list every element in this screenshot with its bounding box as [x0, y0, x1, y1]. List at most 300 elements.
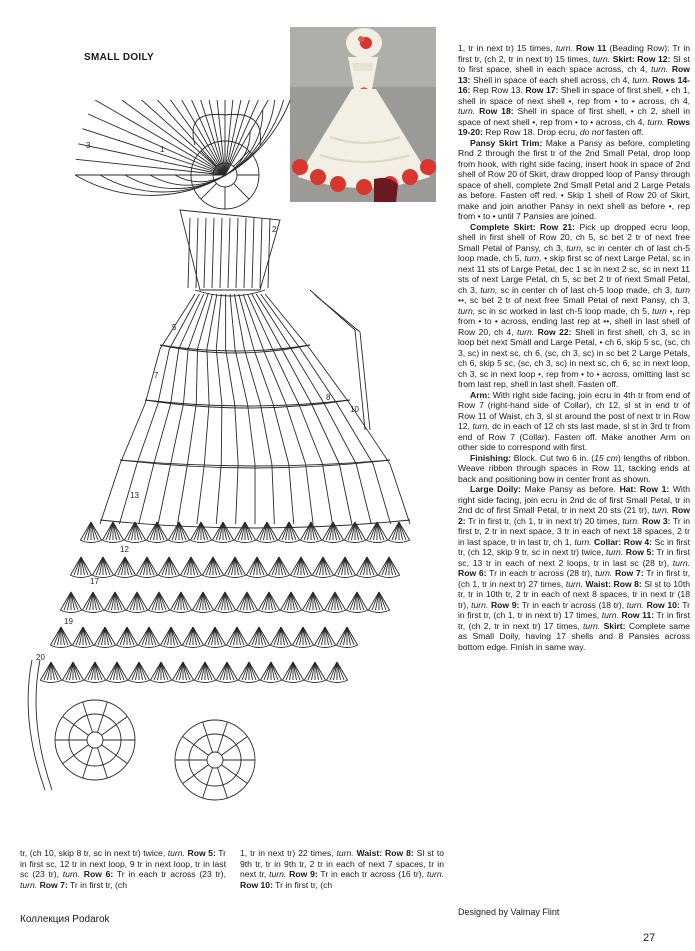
diagram-stroke: [399, 522, 406, 540]
diagram-stroke: [312, 575, 334, 578]
diagram-stroke: [160, 294, 195, 349]
diagram-stroke: [84, 522, 91, 540]
diagram-stroke: [235, 349, 248, 404]
diagram-stroke: [140, 557, 147, 575]
diagram-stroke: [345, 557, 352, 575]
diagram-stroke: [183, 662, 190, 680]
diagram-stroke: [303, 627, 310, 645]
diagram-stroke: [356, 464, 371, 524]
diagram-stroke: [334, 575, 356, 578]
text-run: do not: [579, 127, 604, 137]
diagram-stroke: [202, 575, 224, 578]
diagram-stroke: [346, 610, 368, 613]
diagram-stroke: [169, 557, 176, 575]
diagram-stroke: [326, 522, 333, 540]
diagram-stroke: [344, 540, 366, 543]
text-run: Shell in space of first shell, • ch 2, shell in space of next shell •, rep from • to • across, ch 4,: [458, 106, 690, 127]
diagram-stroke: [207, 294, 217, 349]
diagram-stroke: [128, 522, 135, 540]
text-run: Tr in first tr, 2 tr in next space, 3 tr in each of next 18 spaces, 2 tr in last space, tr in last tr, ch 1,: [458, 515, 690, 547]
text-run: turn.: [269, 869, 287, 879]
diagram-stroke: [51, 662, 58, 680]
diagram-stroke: [83, 702, 93, 732]
text-run: Tr in first tr, (ch 1, tr in next tr) 27 times,: [458, 568, 690, 589]
diagram-stroke: [94, 645, 116, 648]
diagram-stroke: [196, 349, 197, 404]
diagram-stroke: [256, 294, 291, 349]
text-run: Tr in first tr, (ch 1, tr in next tr) 17 times,: [458, 599, 691, 620]
diagram-stroke: [274, 627, 281, 645]
diagram-stroke: [221, 404, 222, 464]
diagram-stroke: [88, 114, 225, 175]
text-run: Waist: Row 8:: [583, 578, 642, 589]
text-run: turn,: [566, 242, 584, 253]
diagram-stroke: [340, 627, 347, 645]
diagram-stroke: [28, 660, 45, 790]
diagram-stroke: [370, 522, 377, 540]
diagram-stroke: [213, 557, 220, 575]
row-label: 19: [64, 617, 73, 626]
diagram-stroke: [170, 610, 192, 613]
diagram-stroke: [188, 218, 190, 288]
diagram-stroke: [379, 592, 386, 610]
diagram-stroke: [87, 732, 103, 748]
diagram-stroke: [271, 662, 278, 680]
text-run: •, rep from • to • across, ending last rep at ••, shell in last shell of Row 20, ch 4,: [458, 305, 691, 337]
text-run: sc in center ch of last ch-5 loop made, ch 5,: [458, 242, 690, 263]
text-run: With right side facing, join ecru in 2nd dc of first Small Petal, tr in 2nd dc of first Small Petal, tr in next 20 sts (21 tr),: [458, 484, 691, 515]
diagram-stroke: [174, 592, 181, 610]
diagram-stroke: [127, 627, 134, 645]
diagram-stroke: [217, 722, 227, 752]
diagram-stroke: [128, 680, 150, 683]
diagram-stroke: [139, 464, 154, 524]
diagram-stroke: [323, 464, 333, 524]
diagram-stroke: [291, 592, 298, 610]
diagram-stroke: [105, 627, 112, 645]
diagram-stroke: [323, 557, 330, 575]
diagram-stroke: [322, 540, 344, 543]
diagram-stroke: [216, 680, 238, 683]
text-run: turn.: [583, 620, 601, 631]
diagram-stroke: [86, 592, 93, 610]
diagram-stroke: [248, 404, 256, 464]
diagram-stroke: [293, 662, 300, 680]
text-run: ••, sc bet 2 tr of next free Small Petal of next Pansy, ch 3,: [458, 295, 690, 305]
text-run: 1, tr in next tr) 22 times,: [240, 848, 337, 858]
diagram-stroke: [237, 627, 244, 645]
text-run: Large Doily:: [470, 484, 521, 494]
row-label: 12: [120, 545, 129, 554]
diagram-stroke: [216, 349, 222, 404]
diagram-stroke: [330, 662, 337, 680]
diagram-stroke: [168, 540, 190, 543]
diagram-stroke: [181, 592, 188, 610]
row-label: 20: [36, 653, 45, 662]
row-label: 3: [86, 141, 91, 150]
diagram-stroke: [227, 662, 234, 680]
diagram-stroke: [126, 610, 148, 613]
diagram-stroke: [220, 218, 222, 288]
diagram-stroke: [207, 349, 209, 404]
text-run: Row 5:: [623, 547, 655, 557]
text-run: Shell in space of first shell, • ch 1, shell in space of next shell •, rep from • to • across, ch 4,: [458, 85, 690, 106]
diagram-stroke: [308, 662, 315, 680]
text-run: dc in each of 12 ch sts last made, sl st in 3rd tr from end of Row 7 (Collar). Fasten off. Make another Arm on other side to correspond with first.: [458, 421, 690, 452]
text-run: Tr in first sc, 12 tr in next loop, 9 tr in next loop, tr in last sc (23 tr),: [20, 848, 226, 879]
diagram-stroke: [300, 540, 322, 543]
diagram-stroke: [162, 557, 169, 575]
diagram-stroke: [135, 522, 142, 540]
text-run: Tr in each tr across (23 tr),: [113, 869, 226, 879]
text-run: turn,: [472, 421, 490, 431]
diagram-stroke: [233, 183, 249, 199]
diagram-stroke: [54, 627, 61, 645]
text-run: Row 7:: [37, 879, 68, 890]
text-run: Tr in each tr across (18 tr),: [519, 599, 627, 610]
text-run: turn.: [647, 116, 665, 127]
diagram-stroke: [70, 575, 92, 578]
text-run: turn.: [592, 53, 611, 64]
text-run: Row 11: [572, 43, 607, 53]
diagram-stroke: [218, 592, 225, 610]
diagram-stroke: [108, 592, 115, 610]
diagram-stroke: [124, 540, 146, 543]
diagram-stroke: [315, 295, 370, 430]
diagram-stroke: [214, 610, 236, 613]
diagram-stroke: [220, 662, 227, 680]
diagram-stroke: [282, 680, 304, 683]
diagram-stroke: [63, 745, 89, 764]
diagram-stroke: [221, 765, 247, 784]
text-run: turn.: [20, 879, 38, 890]
diagram-stroke: [258, 610, 280, 613]
diagram-stroke: [260, 218, 262, 288]
diagram-stroke: [249, 662, 256, 680]
diagram-stroke: [316, 557, 323, 575]
diagram-stroke: [179, 522, 186, 540]
diagram-stroke: [204, 218, 206, 288]
text-run: Tr in first tr, (ch: [272, 879, 333, 890]
row-label: 7: [154, 371, 159, 380]
diagram-stroke: [146, 540, 168, 543]
diagram-stroke: [194, 680, 216, 683]
diagram-stroke: [286, 662, 293, 680]
diagram-stroke: [204, 404, 209, 464]
diagram-stroke: [113, 522, 120, 540]
text-run: Tr in first tr, (ch 2, tr in next tr) 17 times,: [458, 610, 690, 631]
text-run: Pansy Skirt Trim:: [470, 137, 543, 148]
diagram-stroke: [223, 522, 230, 540]
collection-label: Коллекция Podarok: [20, 914, 110, 925]
diagram-stroke: [356, 575, 378, 578]
diagram-stroke: [230, 627, 237, 645]
diagram-stroke: [272, 464, 275, 524]
diagram-stroke: [190, 540, 212, 543]
diagram-stroke: [83, 748, 93, 778]
diagram-stroke: [234, 540, 256, 543]
diagram-stroke: [245, 522, 252, 540]
diagram-stroke: [64, 592, 71, 610]
diagram-stroke: [313, 592, 320, 610]
diagram-stroke: [377, 522, 384, 540]
diagram-stroke: [238, 522, 245, 540]
diagram-stroke: [192, 610, 214, 613]
diagram-stroke: [116, 645, 138, 648]
diagram-stroke: [284, 592, 291, 610]
diagram-stroke: [273, 349, 299, 404]
text-run: Row 6:: [79, 869, 114, 879]
diagram-stroke: [254, 349, 273, 404]
diagram-stroke: [172, 680, 194, 683]
diagram-stroke: [347, 627, 354, 645]
diagram-stroke: [161, 662, 168, 680]
diagram-stroke: [335, 592, 342, 610]
diagram-stroke: [302, 610, 324, 613]
diagram-stroke: [158, 349, 170, 404]
text-run: Sc in first tr, (ch 12, skip 9 tr, sc in next tr) twice,: [458, 536, 690, 557]
diagram-stroke: [326, 680, 348, 683]
diagram-stroke: [184, 557, 191, 575]
diagram-stroke: [238, 680, 260, 683]
diagram-stroke: [294, 557, 301, 575]
diagram-stroke: [339, 464, 352, 524]
diagram-stroke: [194, 522, 201, 540]
diagram-stroke: [100, 464, 120, 524]
diagram-stroke: [388, 540, 410, 543]
diagram-stroke: [137, 404, 158, 464]
text-run: Rows 19-20:: [458, 116, 691, 137]
diagram-stroke: [279, 557, 286, 575]
text-run: turn.: [426, 869, 445, 879]
diagram-stroke: [196, 592, 203, 610]
text-run: Tr in first tr, (ch: [67, 879, 127, 890]
diagram-stroke: [138, 645, 160, 648]
diagram-stroke: [183, 349, 188, 404]
row-label: 2: [272, 225, 277, 234]
text-run: turn.: [606, 547, 624, 557]
text-run: Sl st to 10th tr, tr in 10th tr, 2 tr in each of next 8 spaces, tr in next tr (18 tr),: [458, 578, 690, 610]
text-run: Rows 14-16:: [458, 74, 690, 95]
text-run: fasten off.: [603, 127, 644, 137]
diagram-stroke: [197, 464, 205, 524]
diagram-stroke: [88, 662, 95, 680]
text-run: Arm:: [470, 389, 491, 400]
diagram-stroke: [204, 645, 226, 648]
text-run: (Beading Row): Tr in first tr, (ch 2, tr in next tr) 15 times,: [458, 43, 691, 64]
diagram-stroke: [73, 662, 80, 680]
text-run: Tr in first sc, 13 tr in each of next 2 loops, tr in last sc (28 tr),: [458, 547, 690, 568]
diagram-stroke: [130, 592, 137, 610]
diagram-stroke: [114, 575, 136, 578]
text-run: Row 10:: [240, 879, 273, 890]
diagram-stroke: [360, 557, 367, 575]
diagram-stroke: [136, 575, 158, 578]
diagram-stroke: [280, 610, 302, 613]
diagram-stroke: [260, 404, 272, 464]
text-run: Row 6:: [458, 568, 487, 578]
diagram-stroke: [235, 557, 242, 575]
diagram-stroke: [224, 575, 246, 578]
diagram-stroke: [171, 404, 184, 464]
diagram-stroke: [142, 627, 149, 645]
text-run: turn.: [652, 505, 670, 515]
diagram-stroke: [252, 218, 254, 288]
diagram-stroke: [61, 627, 68, 645]
diagram-stroke: [378, 575, 400, 578]
text-run: turn.: [601, 610, 619, 620]
text-run: turn.: [672, 557, 690, 568]
page-number: 27: [643, 932, 656, 944]
text-run: Make Pansy as before.: [520, 484, 620, 494]
text-run: Waist: Row 8:: [353, 848, 414, 858]
diagram-stroke: [278, 540, 300, 543]
diagram-stroke: [149, 627, 156, 645]
diagram-stroke: [390, 464, 410, 524]
diagram-stroke: [118, 557, 125, 575]
diagram-stroke: [260, 680, 282, 683]
diagram-stroke: [225, 100, 286, 175]
diagram-stroke: [292, 645, 314, 648]
diagram-stroke: [193, 627, 200, 645]
diagram-stroke: [217, 768, 227, 798]
diagram-stroke: [372, 592, 379, 610]
text-run: Block. Cut two 6 in. (: [511, 452, 595, 463]
text-run: turn,: [458, 305, 476, 316]
text-run: turn,: [524, 253, 542, 263]
diagram-stroke: [260, 522, 267, 540]
text-run: Tr in each tr across (16 tr),: [317, 869, 427, 879]
diagram-stroke: [198, 662, 205, 680]
text-run: turn.: [565, 578, 584, 589]
diagram-stroke: [93, 592, 100, 610]
text-run: Row 3:: [639, 515, 671, 526]
text-run: Row 7:: [612, 568, 644, 578]
diagram-stroke: [171, 349, 179, 404]
text-run: Collar: Row 4:: [591, 536, 652, 547]
diagram-stroke: [215, 627, 222, 645]
diagram-stroke: [82, 610, 104, 613]
diagram-stroke: [63, 716, 89, 735]
diagram-stroke: [182, 645, 204, 648]
diagram-stroke: [382, 557, 389, 575]
text-run: Make a Pansy as before, completing Rnd 2 through the first tr of the 2nd Small Petal, drop loop from hook, with right side facing, insert hook in space of 2nd shell of Row 20 of Skirt, draw dropped loop of Pansy through space of shell, complete 2nd Small Petal and 2 Large Petals as before. Fasten off red. • Skip 1 shell of Row 20 of Skirt, make and join another Pansy in next shell as before •, rep from • to • until 7 Pansies are joined.: [458, 137, 690, 221]
text-run: turn: [675, 284, 690, 295]
diagram-stroke: [267, 522, 274, 540]
text-run: Complete Skirt: Row 21:: [470, 221, 576, 232]
diagram-stroke: [337, 662, 344, 680]
diagram-stroke: [158, 464, 171, 524]
text-run: Row 9:: [286, 869, 318, 879]
diagram-stroke: [132, 662, 139, 680]
diagram-stroke: [104, 610, 126, 613]
text-run: turn.: [595, 568, 613, 578]
diagram-stroke: [282, 522, 289, 540]
diagram-stroke: [357, 592, 364, 610]
diagram-stroke: [338, 557, 345, 575]
diagram-stroke: [40, 680, 62, 683]
instructions-bottom-middle: [240, 848, 444, 890]
text-run: Sl st to 9th tr, tr in 9th tr, 2 tr in each of next 7 spaces, tr in next tr,: [240, 848, 445, 879]
diagram-stroke: [44, 662, 51, 680]
row-label: 17: [90, 577, 99, 586]
diagram-stroke: [304, 680, 326, 683]
diagram-stroke: [247, 592, 254, 610]
diagram-stroke: [311, 522, 318, 540]
text-run: Skirt: Row 12:: [610, 53, 671, 64]
diagram-stroke: [236, 218, 238, 288]
diagram-stroke: [74, 557, 81, 575]
text-run: turn.: [336, 848, 354, 858]
diagram-stroke: [83, 627, 90, 645]
diagram-stroke: [373, 464, 391, 524]
diagram-stroke: [76, 627, 83, 645]
row-label: 8: [326, 393, 331, 402]
text-run: ) lengths of ribbon. Weave ribbon through spaces in Row 11, tacking ends at back and positioning bow in center front as shown.: [458, 452, 690, 484]
diagram-stroke: [98, 627, 105, 645]
diagram-stroke: [117, 662, 124, 680]
text-run: turn.: [167, 848, 185, 858]
diagram-stroke: [304, 522, 311, 540]
diagram-stroke: [236, 610, 258, 613]
diagram-stroke: [228, 557, 235, 575]
diagram-stroke: [106, 680, 128, 683]
diagram-stroke: [207, 752, 223, 768]
text-run: Rep Row 13.: [470, 85, 526, 95]
diagram-stroke: [101, 716, 127, 735]
text-run: turn.: [516, 326, 535, 337]
diagram-stroke: [160, 645, 182, 648]
diagram-stroke: [183, 736, 209, 755]
diagram-stroke: [236, 464, 239, 524]
text-run: turn.: [555, 43, 573, 53]
diagram-stroke: [152, 592, 159, 610]
diagram-stroke: [60, 610, 82, 613]
diagram-stroke: [301, 557, 308, 575]
diagram-stroke: [120, 404, 145, 464]
diagram-stroke: [240, 592, 247, 610]
diagram-stroke: [265, 294, 310, 349]
diagram-stroke: [230, 294, 235, 349]
diagram-stroke: [96, 557, 103, 575]
diagram-stroke: [318, 627, 325, 645]
diagram-stroke: [368, 610, 390, 613]
diagram-stroke: [226, 349, 235, 404]
diagram-stroke: [97, 748, 107, 778]
diagram-stroke: [389, 557, 396, 575]
diagram-stroke: [81, 557, 88, 575]
diagram-stroke: [314, 645, 336, 648]
diagram-stroke: [50, 645, 72, 648]
diagram-stroke: [103, 557, 110, 575]
text-run: Row 17:: [525, 85, 559, 95]
diagram-stroke: [164, 627, 171, 645]
diagram-stroke: [366, 540, 388, 543]
diagram-stroke: [137, 592, 144, 610]
text-run: • skip first sc of next Large Petal, sc in next 11 sts of Large Petal, dec 1 sc in next 2 sc, sc in next 11 sts of next Large Petal, ch 5, sc bet 2 tr of next Small Petal, ch 3,: [458, 253, 690, 295]
diagram-stroke: [171, 627, 178, 645]
diagram-stroke: [324, 610, 346, 613]
designer-credit: Designed by Valmay Flint: [458, 907, 560, 917]
diagram-stroke: [62, 680, 84, 683]
diagram-stroke: [256, 540, 278, 543]
diagram-stroke: [206, 557, 213, 575]
diagram-stroke: [268, 575, 290, 578]
diagram-stroke: [289, 522, 296, 540]
text-run: Hat: Row 1:: [619, 484, 670, 494]
text-run: turn.: [622, 515, 640, 526]
diagram-stroke: [212, 218, 214, 288]
